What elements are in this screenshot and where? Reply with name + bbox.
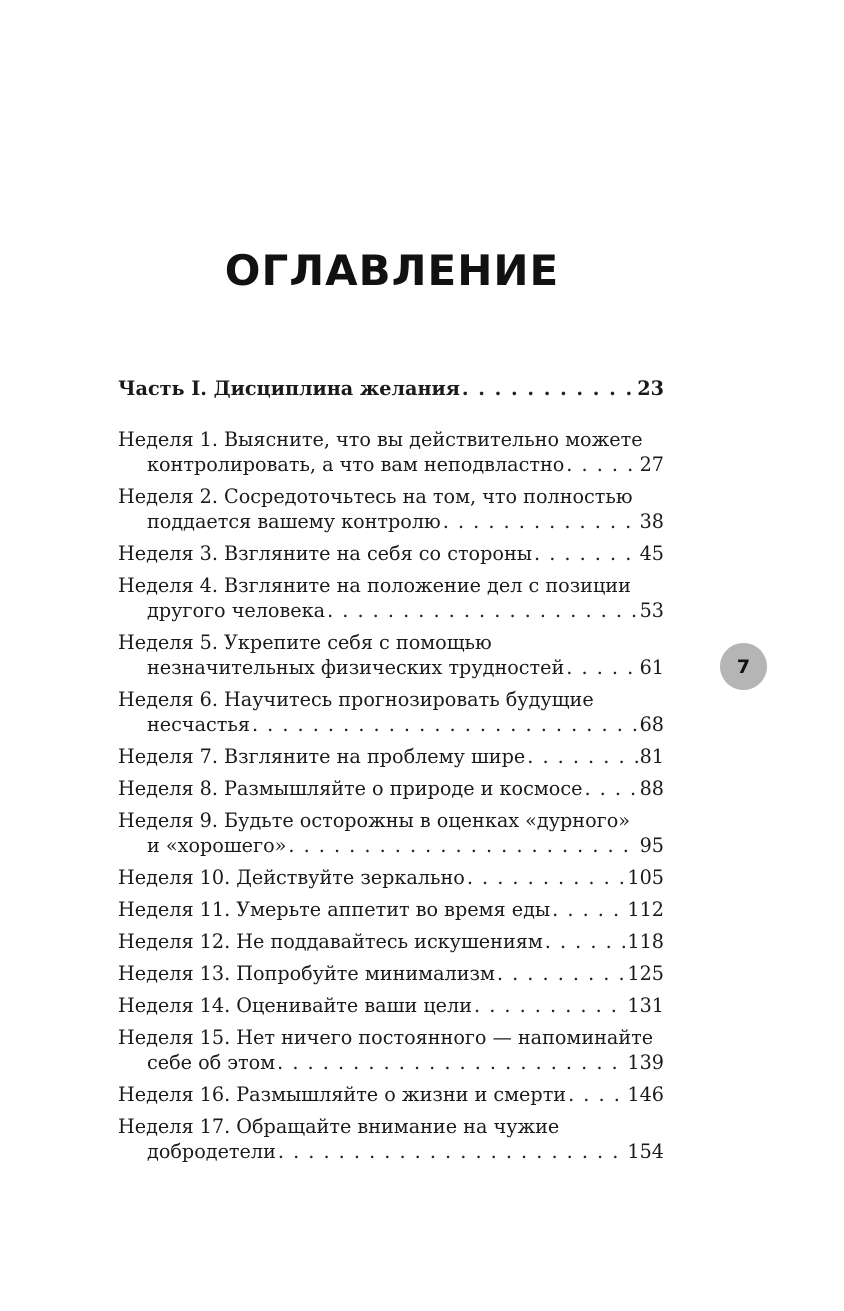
toc-entry[interactable] [118, 1114, 664, 1164]
part-heading[interactable] [118, 376, 664, 401]
toc-entry-title: Неделя 15. Нет ничего постоянного — напоминайте [118, 1026, 654, 1049]
toc-entry-title: Неделя 4. Взгляните на положение дел с позиции [118, 574, 631, 597]
toc-entry-page-number: 139 [627, 1051, 664, 1074]
toc-entry-title: Неделя 13. Попробуйте минимализм [118, 962, 495, 985]
toc-entry-title: Неделя 16. Размышляйте о жизни и смерти [118, 1083, 567, 1106]
page-title-text: ОГЛАВЛЕНИЕ [224, 246, 560, 295]
dot-leader [288, 833, 637, 858]
toc-entry-title: Неделя 11. Умерьте аппетит во время еды [118, 898, 551, 921]
dot-leader [497, 961, 625, 986]
toc-entry-page-number: 105 [627, 866, 664, 889]
toc-entry-page-number: 38 [639, 510, 664, 533]
toc-entry-page-number: 154 [627, 1140, 664, 1163]
toc-entry-page-number: 112 [627, 898, 664, 921]
dot-leader [474, 993, 625, 1018]
toc-entry-page-number: 53 [639, 599, 664, 622]
toc-entry[interactable] [118, 427, 664, 477]
toc-entry-page-number: 61 [639, 656, 664, 679]
toc-entry[interactable] [118, 1025, 664, 1075]
dot-leader [467, 865, 626, 890]
toc-entry[interactable] [118, 929, 664, 954]
toc-entry-title: Неделя 17. Обращайте внимание на чужие [118, 1115, 560, 1138]
toc-entry-page-number: 146 [627, 1083, 664, 1106]
toc-entry-title: Неделя 14. Оценивайте ваши цели [118, 994, 473, 1017]
toc-entry-title: Неделя 6. Научитесь прогнозировать будущие [118, 688, 594, 711]
toc-entry[interactable] [118, 1082, 664, 1107]
toc-entry-title: поддается вашему контролю [147, 510, 441, 533]
toc-entry-title: другого человека [147, 599, 326, 622]
toc-entry[interactable] [118, 541, 664, 566]
dot-leader [527, 744, 637, 769]
dot-leader [552, 897, 625, 922]
toc-entry-page-number: 95 [639, 834, 664, 857]
toc-entry-title: Неделя 9. Будьте осторожны в оценках «дурного» [118, 809, 630, 832]
toc-entry-title: Неделя 3. Взгляните на себя со стороны [118, 542, 533, 565]
part-page-number: 23 [637, 377, 664, 400]
toc-entry-title: незначительных физических трудностей [147, 656, 565, 679]
dot-leader [566, 452, 637, 477]
toc-entry-page-number: 125 [627, 962, 664, 985]
toc-entry-title: контролировать, а что вам неподвластно [147, 453, 565, 476]
toc-entry-title: Неделя 8. Размышляйте о природе и космосе [118, 777, 583, 800]
dot-leader [545, 929, 626, 954]
toc-entry[interactable] [118, 484, 664, 534]
toc-entry[interactable] [118, 573, 664, 623]
toc-entry-page-number: 45 [639, 542, 664, 565]
dot-leader [327, 598, 638, 623]
toc-entry[interactable] [118, 897, 664, 922]
dot-leader [566, 655, 637, 680]
toc-entry-title: Неделя 7. Взгляните на проблему шире [118, 745, 526, 768]
part-label: Часть I. Дисциплина желания [118, 377, 460, 400]
toc-entry-title: себе об этом [147, 1051, 276, 1074]
toc-entry-title: Неделя 5. Укрепите себя с помощью [118, 631, 492, 654]
page-number: 7 [736, 655, 751, 678]
toc-entry[interactable] [118, 808, 664, 858]
dot-leader [584, 776, 637, 801]
toc-entry-title: добродетели [147, 1140, 276, 1163]
dot-leader [534, 541, 638, 566]
dot-leader [278, 1139, 626, 1164]
toc-entry[interactable] [118, 865, 664, 890]
toc-entry[interactable] [118, 744, 664, 769]
toc-entry-title: Неделя 10. Действуйте зеркально [118, 866, 465, 889]
dot-leader [568, 1082, 625, 1107]
page-title [0, 246, 844, 295]
toc-entry[interactable] [118, 993, 664, 1018]
toc-entry-page-number: 88 [639, 777, 664, 800]
toc-entry-title: несчастья [147, 713, 250, 736]
toc-entry[interactable] [118, 630, 664, 680]
toc-entry[interactable] [118, 776, 664, 801]
table-of-contents [118, 376, 664, 1171]
dot-leader [277, 1050, 625, 1075]
toc-entry[interactable] [118, 687, 664, 737]
dot-leader [443, 509, 638, 534]
toc-entry[interactable] [118, 961, 664, 986]
toc-entry-page-number: 131 [627, 994, 664, 1017]
toc-entry-title: Неделя 1. Выясните, что вы действительно можете [118, 428, 643, 451]
page-number-badge [720, 643, 767, 690]
toc-entry-title: Неделя 12. Не поддавайтесь искушениям [118, 930, 543, 953]
toc-entry-page-number: 68 [639, 713, 664, 736]
toc-entry-page-number: 81 [639, 745, 664, 768]
toc-entry-title: Неделя 2. Сосредоточьтесь на том, что полностью [118, 485, 633, 508]
toc-entry-page-number: 27 [639, 453, 664, 476]
toc-entry-page-number: 118 [627, 930, 664, 953]
dot-leader [252, 712, 638, 737]
toc-entry-title: и «хорошего» [147, 834, 287, 857]
dot-leader [462, 376, 635, 401]
toc-entries [118, 427, 664, 1164]
